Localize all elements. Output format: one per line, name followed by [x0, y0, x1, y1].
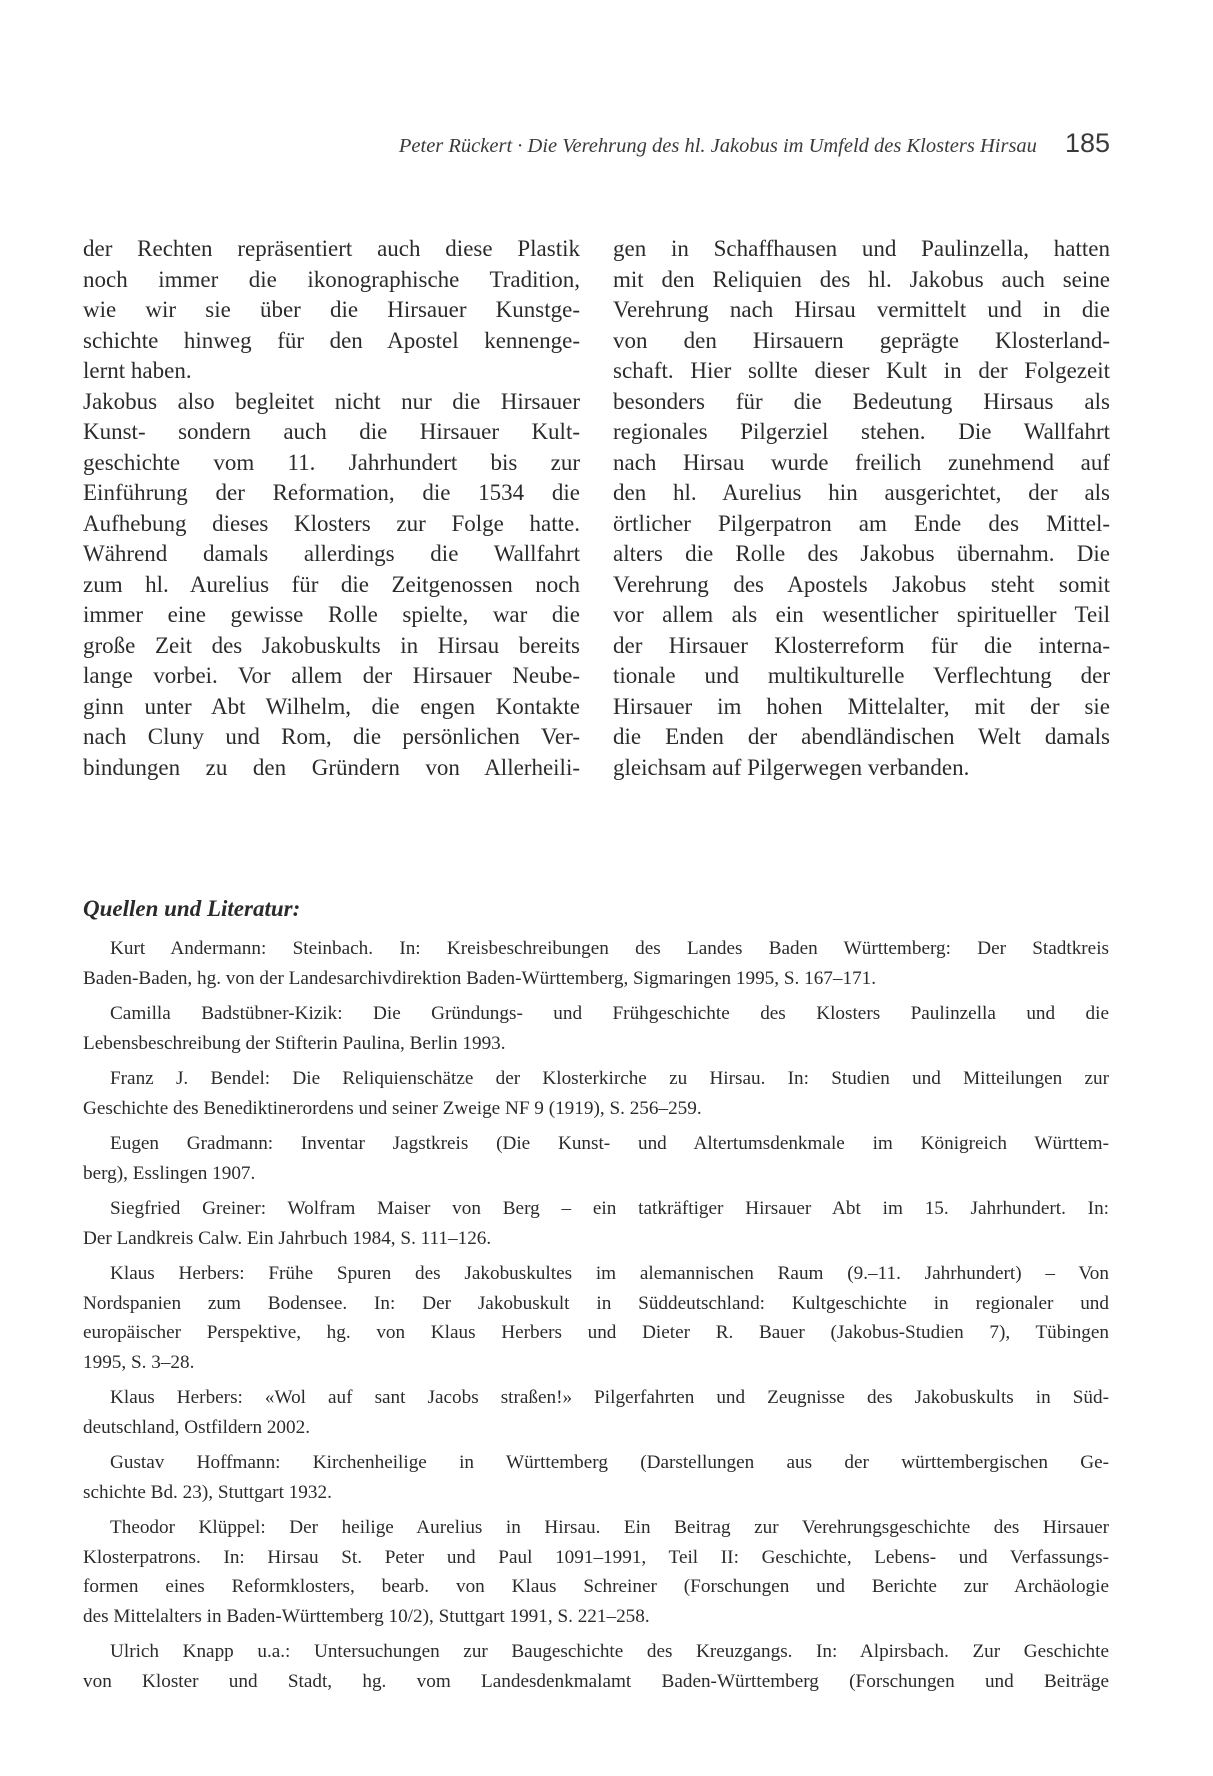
- body-line: schichte hinweg für den Apostel kennenge-: [83, 327, 580, 353]
- references-list: [83, 934, 1109, 1702]
- reference-line: 1995, S. 3–28.: [83, 1351, 195, 1373]
- reference-line: Franz J. Bendel: Die Reliquienschätze der Klosterkirche zu Hirsau. In: Studien und Mitteilungen zur: [110, 1068, 1109, 1089]
- body-line: Während damals allerdings die Wallfahrt: [83, 541, 580, 566]
- reference-line: Klaus Herbers: «Wol auf sant Jacobs straßen!» Pilgerfahrten und Zeugnisse des Jakobuskults in Süd-: [110, 1387, 1109, 1408]
- body-line: Hirsauer im hohen Mittelalter, mit der sie: [613, 693, 1110, 719]
- reference-line: Lebensbeschreibung der Stifterin Paulina, Berlin 1993.: [83, 1032, 506, 1054]
- body-line: tionale und multikulturelle Verflechtung der: [613, 663, 1110, 688]
- body-line: Aufhebung dieses Klosters zur Folge hatte.: [83, 510, 580, 536]
- running-head: [250, 128, 1110, 168]
- reference-entry: [83, 1448, 1109, 1507]
- body-line: alters die Rolle des Jakobus übernahm. Die: [613, 541, 1110, 566]
- reference-line: Ulrich Knapp u.a.: Untersuchungen zur Baugeschichte des Kreuzgangs. In: Alpirsbach. Zur Geschichte: [110, 1641, 1109, 1662]
- body-line: schaft. Hier sollte dieser Kult in der Folgezeit: [613, 358, 1110, 383]
- reference-entry: [83, 1383, 1109, 1442]
- body-line: ginn unter Abt Wilhelm, die engen Kontakte: [83, 693, 580, 719]
- reference-line: Gustav Hoffmann: Kirchenheilige in Württemberg (Darstellungen aus der württembergischen Ge-: [110, 1452, 1109, 1473]
- body-line: immer eine gewisse Rolle spielte, war die: [83, 602, 580, 627]
- body-line: vor allem als ein wesentlicher spiritueller Teil: [613, 602, 1110, 627]
- references-heading: Quellen und Literatur:: [83, 896, 301, 921]
- body-line: zum hl. Aurelius für die Zeitgenossen noch: [83, 571, 580, 597]
- reference-entry: [83, 1064, 1109, 1123]
- body-line: besonders für die Bedeutung Hirsaus als: [613, 388, 1110, 414]
- body-column-right: [613, 234, 1110, 783]
- reference-line: Eugen Gradmann: Inventar Jagstkreis (Die Kunst- und Altertumsdenkmale im Königreich Württem-: [110, 1133, 1109, 1154]
- reference-entry: [83, 1637, 1109, 1696]
- reference-entry: [83, 999, 1109, 1058]
- reference-line: Siegfried Greiner: Wolfram Maiser von Berg – ein tatkräftiger Hirsauer Abt im 15. Jahrhundert. In:: [110, 1198, 1109, 1219]
- body-line: der Rechten repräsentiert auch diese Plastik: [83, 236, 580, 261]
- page-number: 185: [1064, 128, 1110, 158]
- body-line: Einführung der Reformation, die 1534 die: [83, 480, 580, 505]
- body-line: noch immer die ikonographische Tradition,: [83, 266, 580, 292]
- reference-line: formen eines Reformklosters, bearb. von Klaus Schreiner (Forschungen und Berichte zur Archäologie: [83, 1576, 1109, 1597]
- body-line: der Hirsauer Klosterreform für die interna-: [613, 632, 1110, 658]
- body-column-left: [83, 234, 580, 783]
- body-line: regionales Pilgerziel stehen. Die Wallfahrt: [613, 419, 1110, 444]
- body-line: geschichte vom 11. Jahrhundert bis zur: [83, 449, 580, 475]
- body-line: die Enden der abendländischen Welt damals: [613, 724, 1110, 749]
- body-line: Jakobus also begleitet nicht nur die Hirsauer: [83, 388, 580, 414]
- reference-line: des Mittelalters in Baden-Württemberg 10/2), Stuttgart 1991, S. 221–258.: [83, 1605, 650, 1627]
- body-line: lernt haben.: [83, 358, 192, 383]
- reference-line: Nordspanien zum Bodensee. In: Der Jakobuskult in Süddeutschland: Kultgeschichte in regionaler und: [83, 1292, 1109, 1314]
- reference-line: Geschichte des Benediktinerordens und seiner Zweige NF 9 (1919), S. 256–259.: [83, 1097, 702, 1119]
- reference-line: schichte Bd. 23), Stuttgart 1932.: [83, 1481, 332, 1503]
- reference-entry: [83, 1259, 1109, 1377]
- reference-entry: [83, 1194, 1109, 1253]
- body-line: gleichsam auf Pilgerwegen verbanden.: [613, 754, 970, 780]
- reference-line: von Kloster und Stadt, hg. vom Landesdenkmalamt Baden-Württemberg (Forschungen und Beiträge: [83, 1670, 1109, 1692]
- body-line: von den Hirsauern geprägte Klosterland-: [613, 327, 1110, 353]
- body-line: wie wir sie über die Hirsauer Kunstge-: [83, 297, 580, 322]
- body-line: den hl. Aurelius hin ausgerichtet, der als: [613, 480, 1110, 505]
- reference-entry: [83, 1129, 1109, 1188]
- reference-line: Der Landkreis Calw. Ein Jahrbuch 1984, S. 111–126.: [83, 1227, 492, 1249]
- body-line: bindungen zu den Gründern von Allerheili-: [83, 754, 580, 780]
- reference-line: Camilla Badstübner-Kizik: Die Gründungs- und Frühgeschichte des Klosters Paulinzella und die: [110, 1003, 1109, 1024]
- body-line: nach Hirsau wurde freilich zunehmend auf: [613, 449, 1110, 475]
- reference-line: berg), Esslingen 1907.: [83, 1162, 256, 1184]
- reference-line: Theodor Klüppel: Der heilige Aurelius in Hirsau. Ein Beitrag zur Verehrungsgeschichte des Hirsauer: [110, 1517, 1109, 1538]
- reference-line: Klosterpatrons. In: Hirsau St. Peter und Paul 1091–1991, Teil II: Geschichte, Lebens- und Verfassungs-: [83, 1546, 1109, 1568]
- body-line: große Zeit des Jakobuskults in Hirsau bereits: [83, 632, 580, 658]
- body-line: örtlicher Pilgerpatron am Ende des Mittel-: [613, 510, 1110, 536]
- body-line: Kunst- sondern auch die Hirsauer Kult-: [83, 419, 580, 444]
- reference-line: Baden-Baden, hg. von der Landesarchivdirektion Baden-Württemberg, Sigmaringen 1995, S. 167–171.: [83, 967, 877, 989]
- reference-line: europäischer Perspektive, hg. von Klaus Herbers und Dieter R. Bauer (Jakobus-Studien 7), Tübingen: [83, 1322, 1109, 1343]
- reference-line: Klaus Herbers: Frühe Spuren des Jakobuskultes im alemannischen Raum (9.–11. Jahrhundert) – Von: [110, 1263, 1109, 1284]
- reference-entry: [83, 934, 1109, 993]
- body-line: Verehrung des Apostels Jakobus steht somit: [613, 571, 1110, 597]
- reference-line: Kurt Andermann: Steinbach. In: Kreisbeschreibungen des Landes Baden Württemberg: Der Stadtkreis: [110, 938, 1109, 959]
- running-title: Peter Rückert · Die Verehrung des hl. Jakobus im Umfeld des Klosters Hirsau: [398, 135, 1037, 157]
- reference-line: deutschland, Ostfildern 2002.: [83, 1416, 311, 1438]
- body-line: lange vorbei. Vor allem der Hirsauer Neube-: [83, 663, 580, 688]
- body-line: mit den Reliquien des hl. Jakobus auch seine: [613, 266, 1110, 292]
- reference-entry: [83, 1513, 1109, 1631]
- body-line: gen in Schaffhausen und Paulinzella, hatten: [613, 236, 1110, 261]
- body-line: Verehrung nach Hirsau vermittelt und in die: [613, 297, 1110, 322]
- body-line: nach Cluny und Rom, die persönlichen Ver-: [83, 724, 580, 749]
